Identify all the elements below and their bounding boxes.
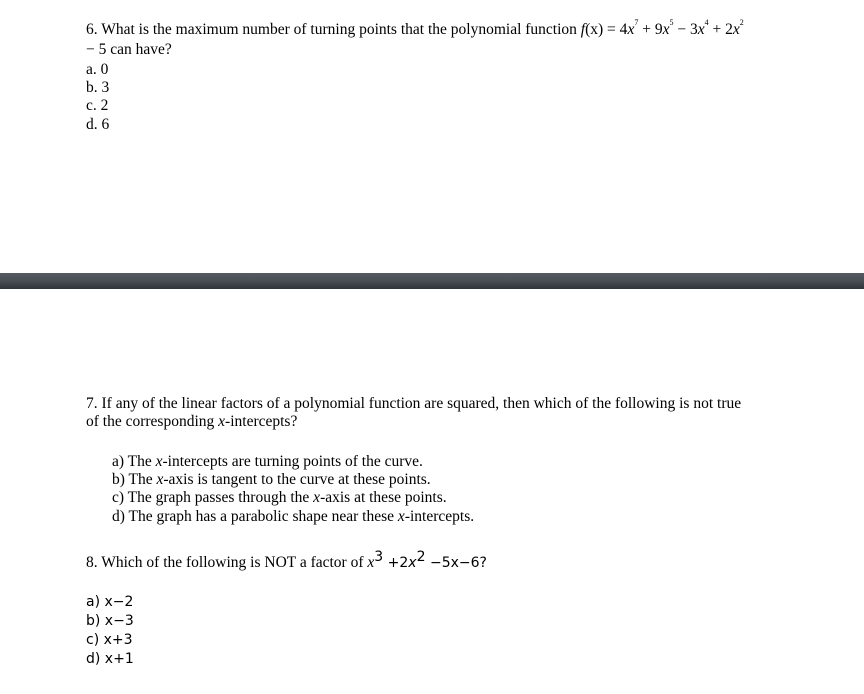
q8-prefix: 8. Which of the following is NOT a factor of: [86, 554, 368, 571]
q7-stem-line2: [86, 413, 297, 431]
q7-option-c: [112, 489, 447, 507]
q7-option-b-var: x: [156, 471, 164, 488]
q7-option-c-text: c) The graph passes through the: [112, 489, 314, 506]
q7-stem-var: x: [218, 413, 226, 430]
q7-option-a: [112, 453, 423, 471]
q6-term2-var: x: [662, 21, 670, 38]
q8-tail: −5x−6?: [425, 555, 487, 571]
q7-option-b: [112, 471, 431, 489]
q7-option-c-var: x: [313, 489, 321, 506]
q6-option-b: b. 3: [86, 79, 110, 96]
q6-prefix: 6. What is the maximum number of turning points that the polynomial function: [86, 21, 581, 38]
q7-option-a-text: a) The: [112, 453, 156, 470]
page-divider: [0, 273, 864, 289]
q6-option-a: a. 0: [86, 61, 109, 78]
q8-var-2: x: [408, 555, 417, 571]
q6-term3-exp: 4: [704, 18, 709, 27]
q7-option-d-var: x: [397, 508, 405, 525]
q6-option-c: c. 2: [86, 97, 109, 114]
q6-term1-var: x: [627, 21, 635, 38]
q6-term3-var: x: [697, 21, 705, 38]
q6-term2-coef: + 9: [638, 21, 663, 38]
q6-option-d: d. 6: [86, 116, 110, 133]
q8-option-b: b) x−3: [86, 613, 134, 629]
q7-stem-tail: -intercepts?: [225, 413, 298, 430]
q6-term4-var: x: [732, 21, 740, 38]
q7-option-d-tail: -intercepts.: [404, 508, 475, 525]
q8-exp-2: 2: [416, 549, 426, 565]
q7-option-b-text: b) The: [112, 471, 157, 488]
q6-term4-coef: + 2: [708, 21, 733, 38]
q6-term2-exp: 5: [669, 18, 674, 27]
q6-term3-coef: − 3: [673, 21, 698, 38]
q8-option-c: c) x+3: [86, 632, 133, 648]
q8-coef-2: +2: [383, 555, 409, 571]
q6-stem-line1: [86, 18, 744, 39]
q7-option-d: [112, 508, 474, 526]
q8-option-a: a) x−2: [86, 594, 134, 610]
q8-option-d: d) x+1: [86, 651, 134, 667]
q8-exp-1: 3: [374, 549, 384, 565]
q6-stem-line2: − 5 can have?: [86, 41, 172, 58]
q7-stem-text: of the corresponding: [86, 413, 219, 430]
q7-option-b-tail: -axis is tangent to the curve at these points.: [163, 471, 431, 488]
q7-option-a-var: x: [155, 453, 163, 470]
q7-option-d-text: d) The graph has a parabolic shape near these: [112, 508, 398, 525]
q6-term1-exp: 7: [634, 18, 639, 27]
q8-stem: [86, 549, 487, 572]
q6-term4-exp: 2: [739, 18, 744, 27]
q6-func-name: f: [580, 21, 586, 38]
q7-option-c-tail: -axis at these points.: [320, 489, 447, 506]
q7-option-a-tail: -intercepts are turning points of the curve.: [162, 453, 423, 470]
q6-func-arg: (x) = 4: [585, 21, 628, 38]
q8-var-1: x: [367, 554, 375, 571]
q7-stem-line1: 7. If any of the linear factors of a polynomial function are squared, then which of the following is not true: [86, 395, 742, 412]
